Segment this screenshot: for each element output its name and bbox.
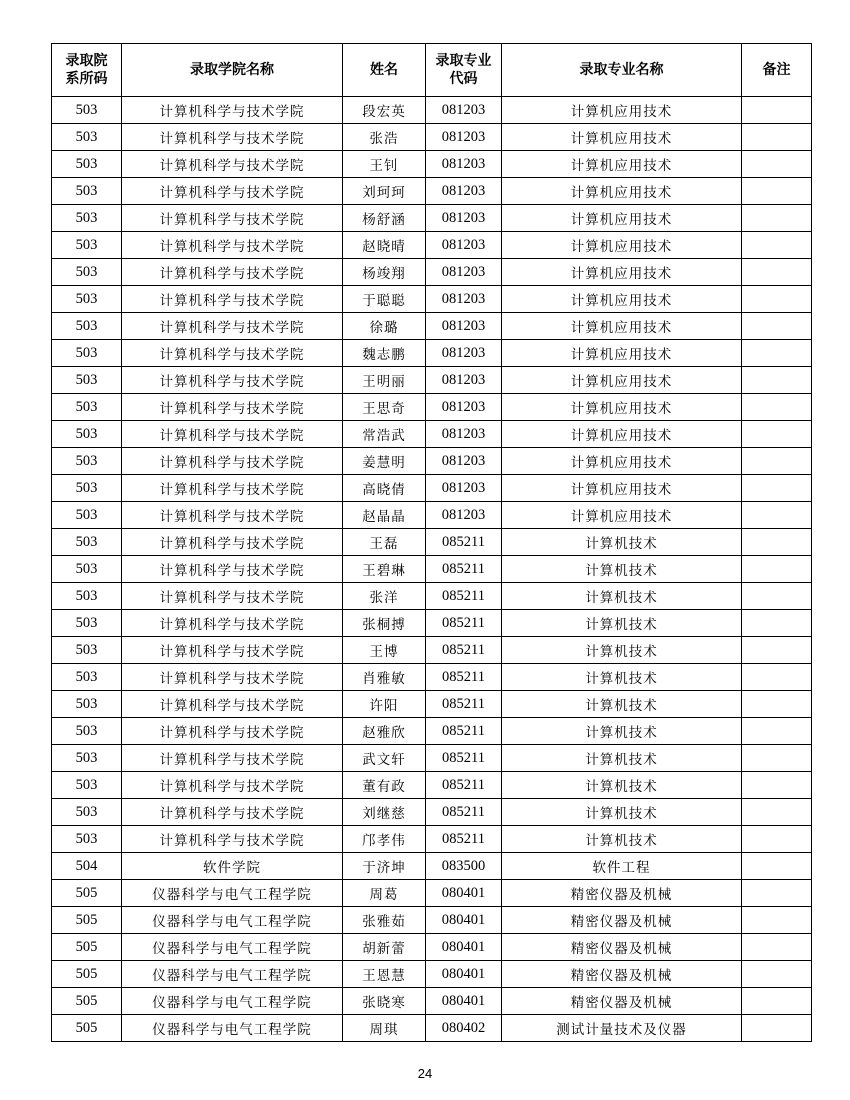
student-name-cell: 张洋 <box>343 583 426 610</box>
major-name-cell: 计算机技术 <box>502 799 742 826</box>
major-code-cell: 085211 <box>426 718 502 745</box>
major-name-cell: 测试计量技术及仪器 <box>502 1015 742 1042</box>
student-name-cell: 王钊 <box>343 151 426 178</box>
major-code-cell: 081203 <box>426 124 502 151</box>
remarks-cell <box>742 340 812 367</box>
student-name-cell: 赵晶晶 <box>343 502 426 529</box>
major-code-cell: 085211 <box>426 637 502 664</box>
header-row <box>52 44 812 97</box>
major-name-cell: 计算机应用技术 <box>502 232 742 259</box>
major-name-cell: 精密仪器及机械 <box>502 934 742 961</box>
college-name-cell: 仪器科学与电气工程学院 <box>122 961 343 988</box>
college-name-cell: 计算机科学与技术学院 <box>122 529 343 556</box>
admission-table <box>51 43 812 1042</box>
table-row <box>52 880 812 907</box>
table-row <box>52 610 812 637</box>
remarks-cell <box>742 745 812 772</box>
student-name-cell: 张浩 <box>343 124 426 151</box>
table-row <box>52 718 812 745</box>
college-name-cell: 计算机科学与技术学院 <box>122 583 343 610</box>
dept-code-cell: 503 <box>52 745 122 772</box>
major-name-cell: 计算机技术 <box>502 826 742 853</box>
table-row <box>52 907 812 934</box>
student-name-cell: 胡新蕾 <box>343 934 426 961</box>
major-name-cell: 计算机应用技术 <box>502 313 742 340</box>
major-code-cell: 081203 <box>426 367 502 394</box>
remarks-cell <box>742 880 812 907</box>
remarks-cell <box>742 475 812 502</box>
remarks-cell <box>742 232 812 259</box>
dept-code-cell: 503 <box>52 772 122 799</box>
dept-code-cell: 503 <box>52 664 122 691</box>
college-name-cell: 计算机科学与技术学院 <box>122 259 343 286</box>
student-name-cell: 周琪 <box>343 1015 426 1042</box>
major-name-cell: 计算机技术 <box>502 583 742 610</box>
major-name-cell: 计算机应用技术 <box>502 286 742 313</box>
student-name-cell: 张晓寒 <box>343 988 426 1015</box>
major-code-cell: 081203 <box>426 286 502 313</box>
major-code-cell: 081203 <box>426 340 502 367</box>
remarks-cell <box>742 988 812 1015</box>
dept-code-cell: 505 <box>52 934 122 961</box>
major-name-cell: 计算机应用技术 <box>502 97 742 124</box>
major-name-cell: 计算机技术 <box>502 691 742 718</box>
dept-code-cell: 503 <box>52 610 122 637</box>
dept-code-cell: 503 <box>52 367 122 394</box>
major-code-cell: 081203 <box>426 475 502 502</box>
student-name-cell: 段宏英 <box>343 97 426 124</box>
student-name-cell: 杨舒涵 <box>343 205 426 232</box>
major-name-cell: 计算机应用技术 <box>502 367 742 394</box>
major-code-cell: 080401 <box>426 934 502 961</box>
dept-code-cell: 503 <box>52 799 122 826</box>
college-name-cell: 计算机科学与技术学院 <box>122 745 343 772</box>
table-row <box>52 205 812 232</box>
major-code-cell: 085211 <box>426 745 502 772</box>
table-row <box>52 313 812 340</box>
college-name-cell: 软件学院 <box>122 853 343 880</box>
table-row <box>52 286 812 313</box>
table-row <box>52 151 812 178</box>
remarks-cell <box>742 664 812 691</box>
college-name-cell: 计算机科学与技术学院 <box>122 502 343 529</box>
remarks-cell <box>742 610 812 637</box>
major-code-cell: 085211 <box>426 826 502 853</box>
header-dept-code: 录取院系所码 <box>52 44 122 97</box>
college-name-cell: 计算机科学与技术学院 <box>122 772 343 799</box>
student-name-cell: 于济坤 <box>343 853 426 880</box>
student-name-cell: 王恩慧 <box>343 961 426 988</box>
student-name-cell: 刘继慈 <box>343 799 426 826</box>
major-name-cell: 计算机应用技术 <box>502 448 742 475</box>
remarks-cell <box>742 259 812 286</box>
major-name-cell: 软件工程 <box>502 853 742 880</box>
remarks-cell <box>742 313 812 340</box>
college-name-cell: 计算机科学与技术学院 <box>122 97 343 124</box>
major-name-cell: 计算机应用技术 <box>502 502 742 529</box>
major-name-cell: 计算机技术 <box>502 610 742 637</box>
remarks-cell <box>742 691 812 718</box>
dept-code-cell: 503 <box>52 232 122 259</box>
student-name-cell: 邝孝伟 <box>343 826 426 853</box>
major-name-cell: 精密仪器及机械 <box>502 880 742 907</box>
major-name-cell: 计算机应用技术 <box>502 394 742 421</box>
college-name-cell: 计算机科学与技术学院 <box>122 637 343 664</box>
table-row <box>52 97 812 124</box>
student-name-cell: 杨竣翔 <box>343 259 426 286</box>
major-code-cell: 085211 <box>426 799 502 826</box>
dept-code-cell: 505 <box>52 880 122 907</box>
college-name-cell: 仪器科学与电气工程学院 <box>122 1015 343 1042</box>
major-code-cell: 081203 <box>426 313 502 340</box>
table-body <box>52 97 812 1042</box>
college-name-cell: 计算机科学与技术学院 <box>122 826 343 853</box>
dept-code-cell: 503 <box>52 502 122 529</box>
remarks-cell <box>742 637 812 664</box>
major-code-cell: 080401 <box>426 880 502 907</box>
dept-code-cell: 503 <box>52 340 122 367</box>
table-row <box>52 259 812 286</box>
remarks-cell <box>742 151 812 178</box>
dept-code-cell: 503 <box>52 259 122 286</box>
table-row <box>52 340 812 367</box>
table-row <box>52 961 812 988</box>
student-name-cell: 于聪聪 <box>343 286 426 313</box>
major-code-cell: 085211 <box>426 529 502 556</box>
table-row <box>52 448 812 475</box>
major-name-cell: 计算机应用技术 <box>502 340 742 367</box>
student-name-cell: 常浩武 <box>343 421 426 448</box>
major-name-cell: 精密仪器及机械 <box>502 907 742 934</box>
college-name-cell: 计算机科学与技术学院 <box>122 556 343 583</box>
remarks-cell <box>742 124 812 151</box>
table-row <box>52 394 812 421</box>
major-name-cell: 计算机技术 <box>502 745 742 772</box>
college-name-cell: 计算机科学与技术学院 <box>122 799 343 826</box>
remarks-cell <box>742 907 812 934</box>
college-name-cell: 计算机科学与技术学院 <box>122 394 343 421</box>
student-name-cell: 肖雅敏 <box>343 664 426 691</box>
college-name-cell: 仪器科学与电气工程学院 <box>122 988 343 1015</box>
major-code-cell: 085211 <box>426 610 502 637</box>
major-code-cell: 083500 <box>426 853 502 880</box>
table-row <box>52 475 812 502</box>
major-name-cell: 精密仪器及机械 <box>502 988 742 1015</box>
major-code-cell: 081203 <box>426 232 502 259</box>
college-name-cell: 计算机科学与技术学院 <box>122 151 343 178</box>
college-name-cell: 仪器科学与电气工程学院 <box>122 934 343 961</box>
table-row <box>52 853 812 880</box>
major-name-cell: 精密仪器及机械 <box>502 961 742 988</box>
major-name-cell: 计算机应用技术 <box>502 259 742 286</box>
table-row <box>52 826 812 853</box>
dept-code-cell: 504 <box>52 853 122 880</box>
remarks-cell <box>742 97 812 124</box>
remarks-cell <box>742 556 812 583</box>
table-row <box>52 502 812 529</box>
header-major-name: 录取专业名称 <box>502 44 742 97</box>
major-code-cell: 080401 <box>426 907 502 934</box>
major-code-cell: 081203 <box>426 97 502 124</box>
college-name-cell: 计算机科学与技术学院 <box>122 367 343 394</box>
college-name-cell: 计算机科学与技术学院 <box>122 475 343 502</box>
student-name-cell: 王博 <box>343 637 426 664</box>
dept-code-cell: 505 <box>52 961 122 988</box>
remarks-cell <box>742 583 812 610</box>
college-name-cell: 计算机科学与技术学院 <box>122 178 343 205</box>
major-name-cell: 计算机技术 <box>502 772 742 799</box>
remarks-cell <box>742 934 812 961</box>
table-header <box>52 44 812 97</box>
major-code-cell: 081203 <box>426 259 502 286</box>
dept-code-cell: 503 <box>52 691 122 718</box>
college-name-cell: 计算机科学与技术学院 <box>122 340 343 367</box>
student-name-cell: 赵雅欣 <box>343 718 426 745</box>
remarks-cell <box>742 718 812 745</box>
college-name-cell: 计算机科学与技术学院 <box>122 205 343 232</box>
major-code-cell: 081203 <box>426 502 502 529</box>
major-name-cell: 计算机技术 <box>502 556 742 583</box>
college-name-cell: 计算机科学与技术学院 <box>122 232 343 259</box>
major-code-cell: 080402 <box>426 1015 502 1042</box>
header-major-code: 录取专业代码 <box>426 44 502 97</box>
remarks-cell <box>742 961 812 988</box>
header-remarks: 备注 <box>742 44 812 97</box>
table-row <box>52 583 812 610</box>
major-name-cell: 计算机技术 <box>502 529 742 556</box>
dept-code-cell: 503 <box>52 205 122 232</box>
table-row <box>52 772 812 799</box>
dept-code-cell: 505 <box>52 907 122 934</box>
dept-code-cell: 503 <box>52 151 122 178</box>
major-name-cell: 计算机应用技术 <box>502 124 742 151</box>
remarks-cell <box>742 1015 812 1042</box>
dept-code-cell: 503 <box>52 448 122 475</box>
table-row <box>52 664 812 691</box>
major-code-cell: 081203 <box>426 178 502 205</box>
remarks-cell <box>742 529 812 556</box>
college-name-cell: 计算机科学与技术学院 <box>122 448 343 475</box>
student-name-cell: 姜慧明 <box>343 448 426 475</box>
major-code-cell: 085211 <box>426 772 502 799</box>
dept-code-cell: 503 <box>52 583 122 610</box>
college-name-cell: 计算机科学与技术学院 <box>122 664 343 691</box>
table-row <box>52 934 812 961</box>
remarks-cell <box>742 367 812 394</box>
remarks-cell <box>742 394 812 421</box>
remarks-cell <box>742 502 812 529</box>
table-row <box>52 421 812 448</box>
remarks-cell <box>742 448 812 475</box>
student-name-cell: 刘珂珂 <box>343 178 426 205</box>
college-name-cell: 计算机科学与技术学院 <box>122 421 343 448</box>
major-code-cell: 080401 <box>426 961 502 988</box>
dept-code-cell: 503 <box>52 394 122 421</box>
table-row <box>52 367 812 394</box>
student-name-cell: 张雅茹 <box>343 907 426 934</box>
dept-code-cell: 503 <box>52 556 122 583</box>
header-college-name: 录取学院名称 <box>122 44 343 97</box>
student-name-cell: 王磊 <box>343 529 426 556</box>
major-name-cell: 计算机技术 <box>502 664 742 691</box>
dept-code-cell: 505 <box>52 988 122 1015</box>
dept-code-cell: 503 <box>52 529 122 556</box>
student-name-cell: 王思奇 <box>343 394 426 421</box>
major-name-cell: 计算机应用技术 <box>502 475 742 502</box>
college-name-cell: 计算机科学与技术学院 <box>122 610 343 637</box>
student-name-cell: 王碧琳 <box>343 556 426 583</box>
college-name-cell: 计算机科学与技术学院 <box>122 286 343 313</box>
student-name-cell: 高晓倩 <box>343 475 426 502</box>
major-code-cell: 081203 <box>426 421 502 448</box>
remarks-cell <box>742 421 812 448</box>
dept-code-cell: 503 <box>52 826 122 853</box>
college-name-cell: 仪器科学与电气工程学院 <box>122 907 343 934</box>
college-name-cell: 计算机科学与技术学院 <box>122 718 343 745</box>
dept-code-cell: 503 <box>52 718 122 745</box>
major-code-cell: 085211 <box>426 556 502 583</box>
table-row <box>52 799 812 826</box>
table-row <box>52 529 812 556</box>
remarks-cell <box>742 178 812 205</box>
student-name-cell: 周葛 <box>343 880 426 907</box>
student-name-cell: 赵晓晴 <box>343 232 426 259</box>
major-name-cell: 计算机应用技术 <box>502 178 742 205</box>
dept-code-cell: 503 <box>52 178 122 205</box>
student-name-cell: 董有政 <box>343 772 426 799</box>
major-name-cell: 计算机技术 <box>502 637 742 664</box>
major-code-cell: 080401 <box>426 988 502 1015</box>
major-name-cell: 计算机应用技术 <box>502 151 742 178</box>
header-student-name: 姓名 <box>343 44 426 97</box>
student-name-cell: 张桐搏 <box>343 610 426 637</box>
table-row <box>52 556 812 583</box>
remarks-cell <box>742 286 812 313</box>
table-row <box>52 232 812 259</box>
table-row <box>52 1015 812 1042</box>
remarks-cell <box>742 826 812 853</box>
major-name-cell: 计算机应用技术 <box>502 205 742 232</box>
table-row <box>52 988 812 1015</box>
college-name-cell: 计算机科学与技术学院 <box>122 313 343 340</box>
student-name-cell: 徐璐 <box>343 313 426 340</box>
dept-code-cell: 503 <box>52 475 122 502</box>
major-code-cell: 085211 <box>426 691 502 718</box>
major-name-cell: 计算机技术 <box>502 718 742 745</box>
remarks-cell <box>742 772 812 799</box>
dept-code-cell: 503 <box>52 286 122 313</box>
college-name-cell: 仪器科学与电气工程学院 <box>122 880 343 907</box>
major-code-cell: 081203 <box>426 394 502 421</box>
major-code-cell: 081203 <box>426 205 502 232</box>
major-code-cell: 081203 <box>426 448 502 475</box>
table-row <box>52 745 812 772</box>
dept-code-cell: 503 <box>52 637 122 664</box>
table-row <box>52 637 812 664</box>
remarks-cell <box>742 853 812 880</box>
college-name-cell: 计算机科学与技术学院 <box>122 124 343 151</box>
major-code-cell: 081203 <box>426 151 502 178</box>
major-code-cell: 085211 <box>426 664 502 691</box>
major-code-cell: 085211 <box>426 583 502 610</box>
student-name-cell: 魏志鹏 <box>343 340 426 367</box>
student-name-cell: 王明丽 <box>343 367 426 394</box>
student-name-cell: 武文轩 <box>343 745 426 772</box>
dept-code-cell: 503 <box>52 124 122 151</box>
page-number: 24 <box>417 1066 433 1081</box>
dept-code-cell: 503 <box>52 97 122 124</box>
dept-code-cell: 503 <box>52 421 122 448</box>
student-name-cell: 许阳 <box>343 691 426 718</box>
table-row <box>52 178 812 205</box>
table-row <box>52 691 812 718</box>
dept-code-cell: 505 <box>52 1015 122 1042</box>
remarks-cell <box>742 799 812 826</box>
remarks-cell <box>742 205 812 232</box>
table-row <box>52 124 812 151</box>
major-name-cell: 计算机应用技术 <box>502 421 742 448</box>
dept-code-cell: 503 <box>52 313 122 340</box>
college-name-cell: 计算机科学与技术学院 <box>122 691 343 718</box>
